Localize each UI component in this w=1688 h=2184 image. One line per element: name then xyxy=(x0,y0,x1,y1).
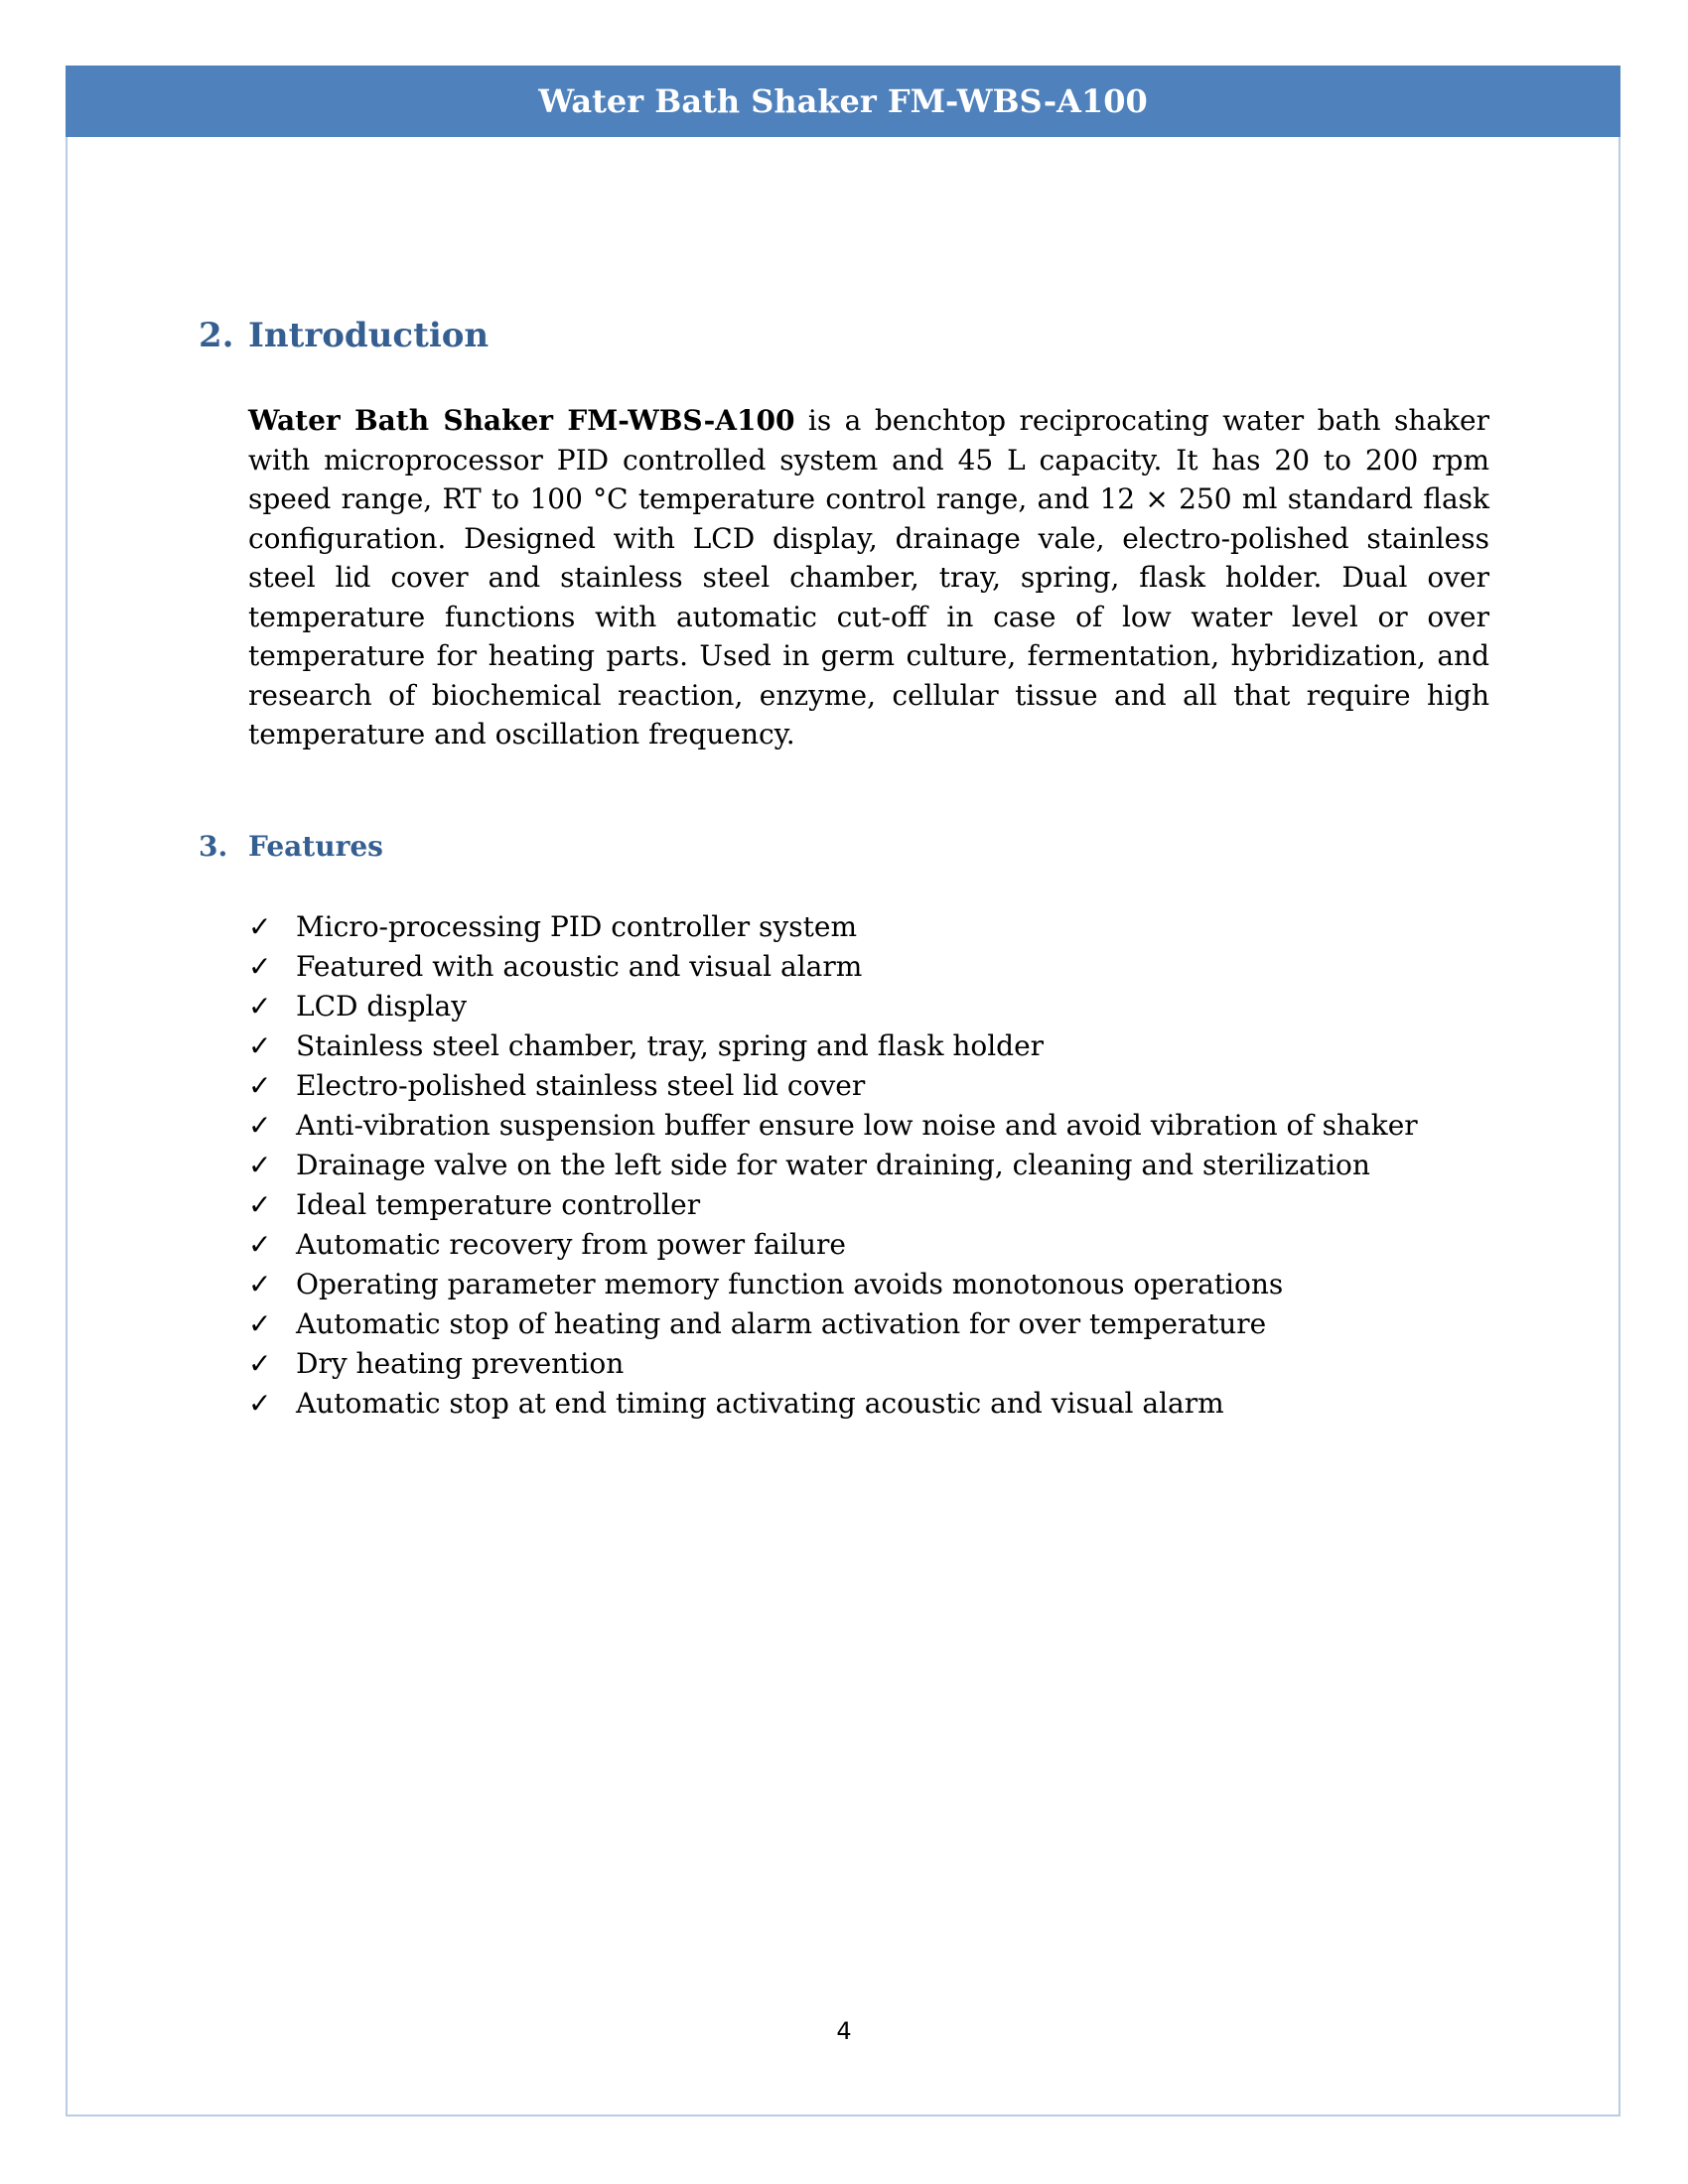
features-title: Features xyxy=(248,830,383,863)
check-icon: ✓ xyxy=(248,910,272,943)
check-icon: ✓ xyxy=(248,1029,272,1062)
feature-text: Dry heating prevention xyxy=(296,1347,625,1380)
page-number: 4 xyxy=(836,2017,852,2045)
check-icon: ✓ xyxy=(248,950,272,983)
check-icon: ✓ xyxy=(248,1188,272,1221)
check-icon: ✓ xyxy=(248,1109,272,1142)
feature-item xyxy=(248,1146,1418,1185)
feature-item xyxy=(248,947,1418,987)
check-icon: ✓ xyxy=(248,1307,272,1340)
features-number: 3. xyxy=(199,830,228,863)
check-icon: ✓ xyxy=(248,990,272,1023)
check-icon: ✓ xyxy=(248,1268,272,1300)
feature-item xyxy=(248,907,1418,947)
feature-item xyxy=(248,1265,1418,1304)
feature-text: Featured with acoustic and visual alarm xyxy=(296,950,863,983)
feature-text: Operating parameter memory function avoids monotonous operations xyxy=(296,1268,1284,1300)
feature-text: LCD display xyxy=(296,990,468,1023)
feature-item xyxy=(248,1185,1418,1225)
check-icon: ✓ xyxy=(248,1069,272,1102)
check-icon: ✓ xyxy=(248,1347,272,1380)
feature-item xyxy=(248,1304,1418,1344)
page-header xyxy=(66,66,1620,137)
feature-text: Automatic stop of heating and alarm activation for over temperature xyxy=(296,1307,1267,1340)
header-title: Water Bath Shaker FM-WBS-A100 xyxy=(538,82,1148,120)
check-icon: ✓ xyxy=(248,1149,272,1181)
features-list xyxy=(248,907,1418,1424)
feature-text: Drainage valve on the left side for water draining, cleaning and sterilization xyxy=(296,1149,1370,1181)
introduction-body: is a benchtop reciprocating water bath shaker with microprocessor PID controlled system and 45 L capacity. It has 20 to 200 rpm speed range, RT to 100 °C temperature control range, and 12 × 250 ml standard flask configuration. Designed with LCD display, drainage vale, electro-polished stainless steel lid cover and stainless steel chamber, tray, spring, flask holder. Dual over temperature functions with automatic cut-off in case of low water level or over temperature for heating parts. Used in germ culture, fermentation, hybridization, and research of biochemical reaction, enzyme, cellular tissue and all that require high temperature and oscillation frequency. xyxy=(248,404,1489,751)
feature-text: Automatic recovery from power failure xyxy=(296,1228,846,1261)
introduction-title: Introduction xyxy=(248,316,490,355)
feature-item xyxy=(248,1026,1418,1066)
feature-item xyxy=(248,987,1418,1026)
feature-text: Anti-vibration suspension buffer ensure low noise and avoid vibration of shaker xyxy=(296,1109,1418,1142)
check-icon: ✓ xyxy=(248,1228,272,1261)
feature-text: Ideal temperature controller xyxy=(296,1188,701,1221)
feature-text: Electro-polished stainless steel lid cover xyxy=(296,1069,866,1102)
feature-text: Stainless steel chamber, tray, spring and flask holder xyxy=(296,1029,1045,1062)
feature-item xyxy=(248,1106,1418,1146)
feature-item xyxy=(248,1384,1418,1424)
feature-text: Automatic stop at end timing activating acoustic and visual alarm xyxy=(296,1387,1224,1420)
feature-text: Micro-processing PID controller system xyxy=(296,910,857,943)
feature-item xyxy=(248,1225,1418,1265)
introduction-number: 2. xyxy=(199,316,234,355)
product-name: Water Bath Shaker FM-WBS-A100 xyxy=(248,404,795,437)
introduction-heading xyxy=(199,316,489,355)
check-icon: ✓ xyxy=(248,1387,272,1420)
features-heading xyxy=(199,830,383,863)
introduction-paragraph xyxy=(248,401,1489,754)
feature-item xyxy=(248,1344,1418,1384)
feature-item xyxy=(248,1066,1418,1106)
